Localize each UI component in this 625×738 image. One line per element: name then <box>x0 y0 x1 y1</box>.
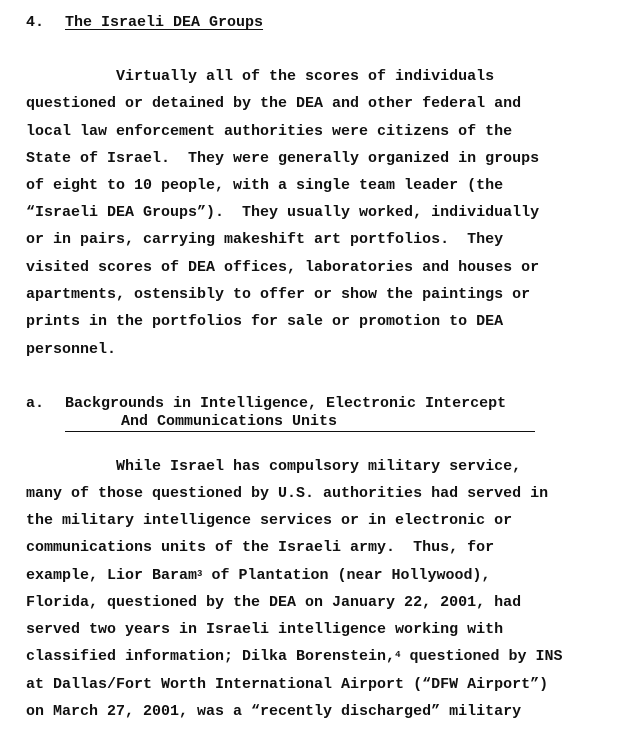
paragraph-line: While Israel has compulsory military service, <box>26 458 522 475</box>
section-number: 4. <box>26 14 45 31</box>
paragraph-line: served two years in Israeli intelligence working with <box>26 621 504 638</box>
paragraph-line: State of Israel. They were generally organized in groups <box>26 150 540 167</box>
paragraph-line: of eight to 10 people, with a single team leader (the <box>26 177 504 194</box>
paragraph-line: personnel. <box>26 341 117 358</box>
paragraph-line: prints in the portfolios for sale or promotion to DEA <box>26 313 504 330</box>
section-title: The Israeli DEA Groups <box>65 14 264 31</box>
paragraph-line: local law enforcement authorities were citizens of the <box>26 123 513 140</box>
paragraph-line: or in pairs, carrying makeshift art portfolios. They <box>26 231 504 248</box>
subsection-letter: a. <box>26 395 45 412</box>
paragraph-line: many of those questioned by U.S. authorities had served in <box>26 485 549 502</box>
paragraph-line: “Israeli DEA Groups”). They usually worked, individually <box>26 204 540 221</box>
paragraph-line: questioned or detained by the DEA and other federal and <box>26 95 522 112</box>
paragraph-line <box>26 567 490 585</box>
line-text: questioned by INS <box>400 648 563 665</box>
line-text: of Plantation (near Hollywood), <box>202 567 491 584</box>
subsection-title-line-2: And Communications Units <box>65 413 535 432</box>
paragraph-line <box>26 648 563 666</box>
footnote-marker[interactable]: 4 <box>395 650 401 660</box>
footnote-marker[interactable]: 3 <box>197 569 203 579</box>
paragraph-line: communications units of the Israeli army. Thus, for <box>26 539 495 556</box>
line-text: example, Lior Baram <box>26 567 198 584</box>
paragraph-line: on March 27, 2001, was a “recently discharged” military <box>26 703 522 720</box>
paragraph-line: visited scores of DEA offices, laboratories and houses or <box>26 259 540 276</box>
subsection-title-line-1: Backgrounds in Intelligence, Electronic Intercept <box>65 395 507 412</box>
line-text: classified information; Dilka Borenstein, <box>26 648 396 665</box>
paragraph-line: the military intelligence services or in electronic or <box>26 512 513 529</box>
paragraph-line: at Dallas/Fort Worth International Airport (“DFW Airport”) <box>26 676 549 693</box>
paragraph-line: Virtually all of the scores of individuals <box>26 68 495 85</box>
paragraph-line: apartments, ostensibly to offer or show the paintings or <box>26 286 531 303</box>
paragraph-line: Florida, questioned by the DEA on January 22, 2001, had <box>26 594 522 611</box>
